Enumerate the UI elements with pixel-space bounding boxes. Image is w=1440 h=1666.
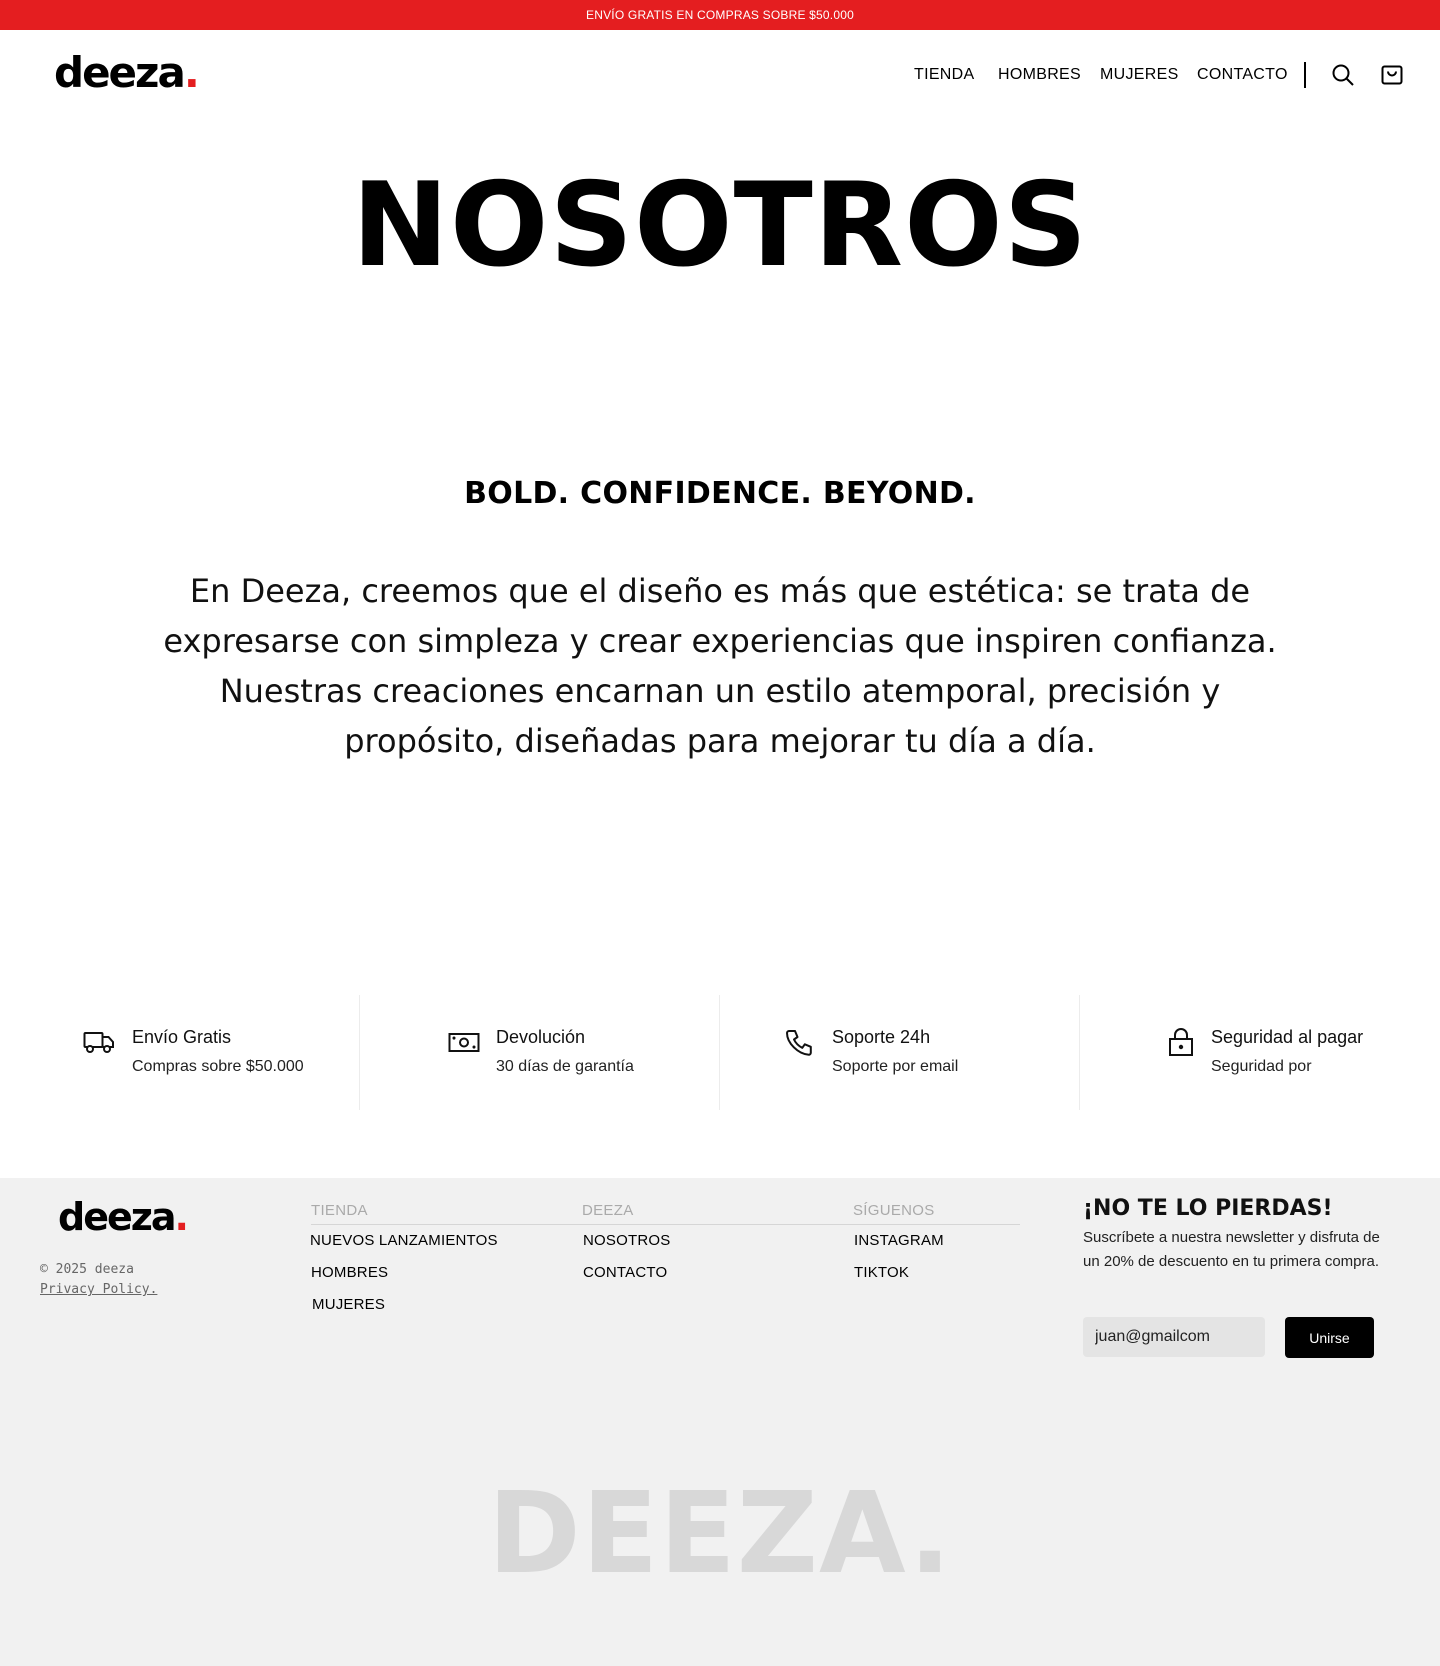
cart-icon[interactable] [1380, 63, 1404, 87]
footer-logo-dot: . [174, 1195, 187, 1239]
logo-text: deeza [54, 48, 184, 97]
feature-subtitle: 30 días de garantía [496, 1058, 634, 1075]
footer-link-nuevos-lanzamientos[interactable]: NUEVOS LANZAMIENTOS [310, 1232, 498, 1249]
features-strip [0, 995, 1440, 1110]
footer-col-heading-siguenos: SÍGUENOS [853, 1202, 935, 1219]
privacy-policy-link[interactable]: Privacy Policy. [40, 1282, 158, 1297]
footer-link-hombres[interactable]: HOMBRES [311, 1264, 389, 1281]
footer-link-nosotros[interactable]: NOSOTROS [583, 1232, 671, 1249]
about-tagline: BOLD. CONFIDENCE. BEYOND. [464, 476, 976, 511]
nav-mujeres[interactable]: MUJERES [1100, 66, 1179, 83]
footer-legal [40, 1260, 157, 1300]
footer-col-heading-tienda: TIENDA [311, 1202, 368, 1219]
feature-divider [719, 995, 720, 1110]
announcement-text: ENVÍO GRATIS EN COMPRAS SOBRE $50.000 [586, 8, 854, 22]
announcement-bar [0, 0, 1440, 30]
footer-link-instagram[interactable]: INSTAGRAM [854, 1232, 944, 1249]
footer-columns-divider [311, 1224, 1020, 1225]
feature-title: Envío Gratis [132, 1027, 232, 1047]
feature-divider [1079, 995, 1080, 1110]
page-title: NOSOTROS [351, 158, 1089, 293]
nav-hombres[interactable]: HOMBRES [998, 66, 1081, 83]
lock-icon [1165, 1028, 1197, 1056]
feature-divider [359, 995, 360, 1110]
newsletter-join-button[interactable]: Unirse [1285, 1317, 1374, 1358]
nav-tienda[interactable]: TIENDA [914, 66, 975, 83]
footer-logo[interactable] [58, 1195, 187, 1239]
feature-subtitle: Soporte por email [832, 1058, 959, 1075]
newsletter-text: Suscríbete a nuestra newsletter y disfruta de un 20% de descuento en tu primera compra. [1083, 1229, 1380, 1270]
phone-icon [785, 1028, 817, 1056]
logo[interactable] [54, 48, 198, 97]
site-header [0, 30, 1440, 122]
copyright-text: © 2025 deeza [40, 1262, 134, 1277]
money-icon [448, 1028, 480, 1056]
footer-logo-text: deeza [58, 1195, 175, 1239]
feature-subtitle: Seguridad por [1211, 1058, 1312, 1075]
feature-subtitle: Compras sobre $50.000 [132, 1058, 304, 1075]
newsletter-title: ¡NO TE LO PIERDAS! [1083, 1196, 1333, 1221]
feature-title: Seguridad al pagar [1211, 1027, 1364, 1047]
site-footer [0, 1178, 1440, 1666]
logo-dot: . [183, 48, 198, 97]
footer-link-mujeres[interactable]: MUJERES [312, 1296, 386, 1313]
feature-title: Devolución [496, 1027, 586, 1047]
about-body: En Deeza, creemos que el diseño es más que estética: se trata de expresarse con simpleza y crear experiencias que inspiren confianza. Nuestras creaciones encarnan un estilo atemporal, precisión y propósito, diseñadas para mejorar tu día a día. [163, 572, 1277, 760]
footer-wordmark: DEEZA. [487, 1469, 953, 1599]
truck-icon [83, 1028, 115, 1056]
search-icon[interactable] [1331, 63, 1355, 87]
footer-link-tiktok[interactable]: TIKTOK [854, 1264, 910, 1281]
feature-title: Soporte 24h [832, 1027, 931, 1047]
footer-col-heading-deeza: DEEZA [582, 1202, 634, 1219]
footer-link-contacto[interactable]: CONTACTO [583, 1264, 668, 1281]
newsletter-email-input[interactable] [1083, 1317, 1265, 1357]
nav-divider [1304, 62, 1306, 88]
nav-contacto[interactable]: CONTACTO [1197, 66, 1288, 83]
